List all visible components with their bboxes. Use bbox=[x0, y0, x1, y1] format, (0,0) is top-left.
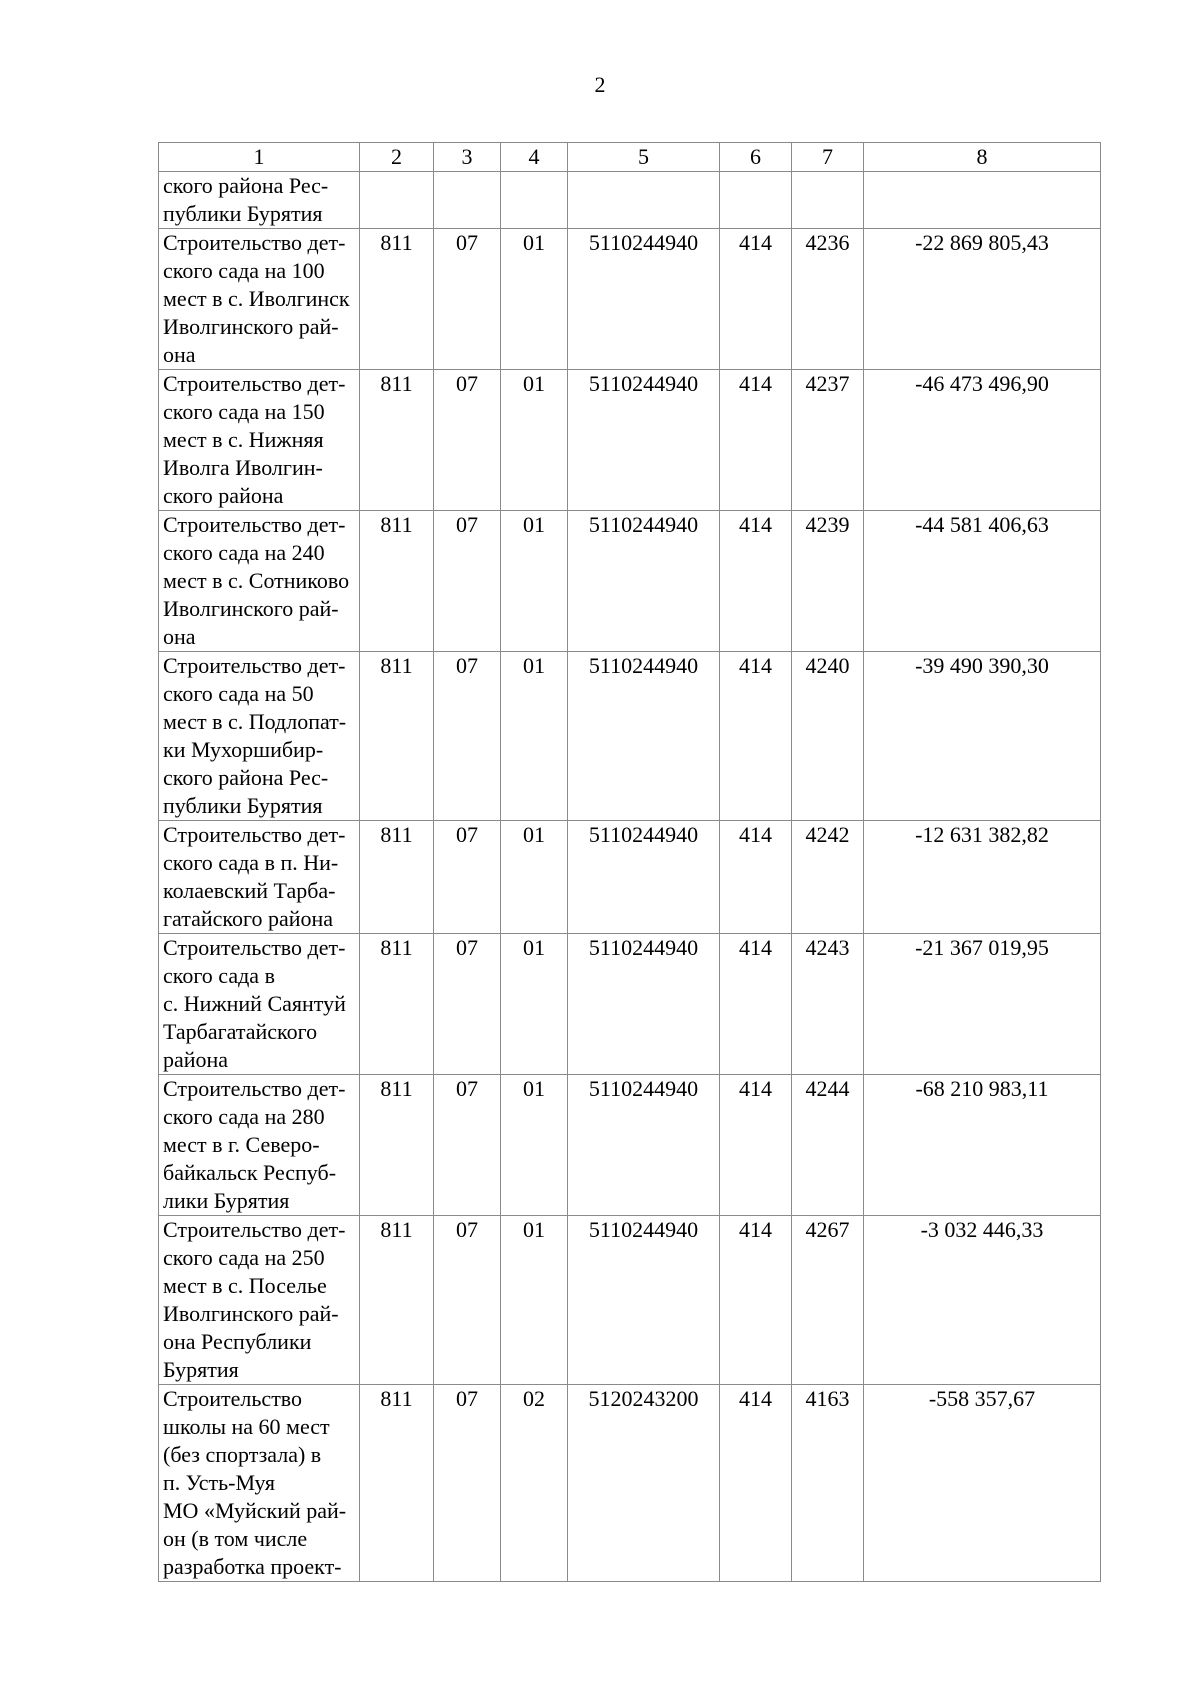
object-name-cell: Строительство дет- ского сада на 280 мест в г. Северо- байкальск Респуб- лики Бурятия bbox=[159, 1075, 360, 1216]
column-header: 4 bbox=[501, 143, 568, 172]
object-name-cell: Строительство дет- ского сада на 100 мест в с. Иволгинск Иволгинского рай- она bbox=[159, 229, 360, 370]
code-cell bbox=[360, 172, 434, 229]
code-cell bbox=[568, 172, 720, 229]
code-cell: 811 bbox=[360, 1075, 434, 1216]
amount-cell: -68 210 983,11 bbox=[864, 1075, 1101, 1216]
object-name-cell: Строительство дет- ского сада на 250 мест в с. Поселье Иволгинского рай- она Республики Бурятия bbox=[159, 1216, 360, 1385]
code-cell: 07 bbox=[434, 370, 501, 511]
table-row bbox=[159, 652, 1101, 821]
object-name-cell: Строительство дет- ского сада на 150 мест в с. Нижняя Иволга Иволгин- ского района bbox=[159, 370, 360, 511]
amount-cell: -39 490 390,30 bbox=[864, 652, 1101, 821]
code-cell: 414 bbox=[720, 370, 792, 511]
amount-cell bbox=[864, 172, 1101, 229]
table-row bbox=[159, 229, 1101, 370]
column-header: 6 bbox=[720, 143, 792, 172]
code-cell: 414 bbox=[720, 934, 792, 1075]
code-cell: 4267 bbox=[792, 1216, 864, 1385]
code-cell: 5110244940 bbox=[568, 1216, 720, 1385]
column-header: 8 bbox=[864, 143, 1101, 172]
code-cell: 4242 bbox=[792, 821, 864, 934]
code-cell: 4244 bbox=[792, 1075, 864, 1216]
code-cell: 5110244940 bbox=[568, 229, 720, 370]
code-cell: 414 bbox=[720, 1216, 792, 1385]
code-cell: 4236 bbox=[792, 229, 864, 370]
code-cell: 5110244940 bbox=[568, 652, 720, 821]
table-body bbox=[159, 172, 1101, 1582]
page-number: 2 bbox=[594, 72, 606, 97]
table-row bbox=[159, 172, 1101, 229]
code-cell: 01 bbox=[501, 511, 568, 652]
object-name-cell: Строительство дет- ского сада на 50 мест в с. Подлопат- ки Мухоршибир- ского района Рес- публики Бурятия bbox=[159, 652, 360, 821]
code-cell: 414 bbox=[720, 1385, 792, 1582]
code-cell: 811 bbox=[360, 934, 434, 1075]
amount-cell: -558 357,67 bbox=[864, 1385, 1101, 1582]
column-header: 2 bbox=[360, 143, 434, 172]
table-row bbox=[159, 821, 1101, 934]
code-cell bbox=[792, 172, 864, 229]
code-cell: 811 bbox=[360, 229, 434, 370]
budget-table bbox=[158, 142, 1101, 1582]
code-cell: 5110244940 bbox=[568, 821, 720, 934]
code-cell: 07 bbox=[434, 511, 501, 652]
table-row bbox=[159, 370, 1101, 511]
column-header: 3 bbox=[434, 143, 501, 172]
amount-cell: -3 032 446,33 bbox=[864, 1216, 1101, 1385]
code-cell: 01 bbox=[501, 821, 568, 934]
code-cell: 02 bbox=[501, 1385, 568, 1582]
code-cell: 07 bbox=[434, 229, 501, 370]
code-cell: 811 bbox=[360, 511, 434, 652]
code-cell: 811 bbox=[360, 821, 434, 934]
code-cell: 414 bbox=[720, 652, 792, 821]
code-cell: 01 bbox=[501, 370, 568, 511]
object-name-cell: ского района Рес- публики Бурятия bbox=[159, 172, 360, 229]
code-cell: 811 bbox=[360, 1216, 434, 1385]
code-cell: 414 bbox=[720, 821, 792, 934]
table-row bbox=[159, 1385, 1101, 1582]
amount-cell: -46 473 496,90 bbox=[864, 370, 1101, 511]
object-name-cell: Строительство дет- ского сада на 240 мест в с. Сотниково Иволгинского рай- она bbox=[159, 511, 360, 652]
code-cell bbox=[434, 172, 501, 229]
object-name-cell: Строительство дет- ского сада в п. Ни- колаевский Тарба- гатайского района bbox=[159, 821, 360, 934]
header-row bbox=[159, 143, 1101, 172]
code-cell: 01 bbox=[501, 652, 568, 821]
code-cell: 07 bbox=[434, 652, 501, 821]
code-cell: 07 bbox=[434, 934, 501, 1075]
object-name-cell: Строительство школы на 60 мест (без спортзала) в п. Усть-Муя МО «Муйский рай- он (в том числе разработка проект- bbox=[159, 1385, 360, 1582]
table-row bbox=[159, 1075, 1101, 1216]
code-cell: 811 bbox=[360, 652, 434, 821]
code-cell: 01 bbox=[501, 934, 568, 1075]
code-cell bbox=[720, 172, 792, 229]
code-cell: 5110244940 bbox=[568, 511, 720, 652]
code-cell: 4240 bbox=[792, 652, 864, 821]
code-cell: 4237 bbox=[792, 370, 864, 511]
amount-cell: -22 869 805,43 bbox=[864, 229, 1101, 370]
code-cell: 4239 bbox=[792, 511, 864, 652]
code-cell: 414 bbox=[720, 1075, 792, 1216]
code-cell: 4243 bbox=[792, 934, 864, 1075]
amount-cell: -21 367 019,95 bbox=[864, 934, 1101, 1075]
code-cell: 5110244940 bbox=[568, 1075, 720, 1216]
code-cell: 07 bbox=[434, 1216, 501, 1385]
code-cell: 5110244940 bbox=[568, 934, 720, 1075]
code-cell: 5110244940 bbox=[568, 370, 720, 511]
code-cell: 811 bbox=[360, 370, 434, 511]
amount-cell: -44 581 406,63 bbox=[864, 511, 1101, 652]
column-header: 7 bbox=[792, 143, 864, 172]
column-header: 1 bbox=[159, 143, 360, 172]
code-cell: 811 bbox=[360, 1385, 434, 1582]
code-cell: 07 bbox=[434, 1385, 501, 1582]
code-cell: 01 bbox=[501, 1075, 568, 1216]
code-cell: 01 bbox=[501, 229, 568, 370]
code-cell: 414 bbox=[720, 511, 792, 652]
code-cell: 4163 bbox=[792, 1385, 864, 1582]
object-name-cell: Строительство дет- ского сада в с. Нижний Саянтуй Тарбагатайского района bbox=[159, 934, 360, 1075]
code-cell bbox=[501, 172, 568, 229]
amount-cell: -12 631 382,82 bbox=[864, 821, 1101, 934]
code-cell: 01 bbox=[501, 1216, 568, 1385]
code-cell: 5120243200 bbox=[568, 1385, 720, 1582]
table-row bbox=[159, 511, 1101, 652]
column-header: 5 bbox=[568, 143, 720, 172]
code-cell: 07 bbox=[434, 821, 501, 934]
code-cell: 07 bbox=[434, 1075, 501, 1216]
table-row bbox=[159, 1216, 1101, 1385]
table-row bbox=[159, 934, 1101, 1075]
code-cell: 414 bbox=[720, 229, 792, 370]
